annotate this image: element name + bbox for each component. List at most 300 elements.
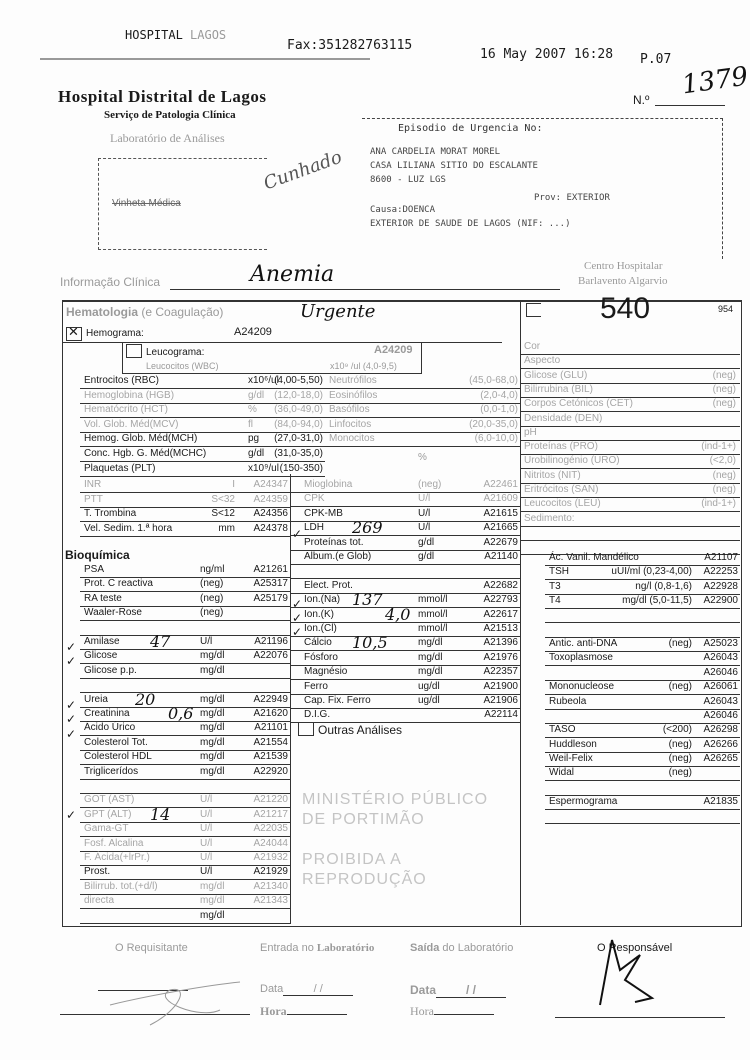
table-row-mononucleose: [545, 680, 740, 695]
patient-line-1: ANA CARDELIA MORAT MOREL: [370, 147, 501, 157]
table-row-gama-gt: [80, 822, 290, 837]
test-code: A21900: [483, 680, 518, 692]
table-row-blank: [80, 621, 290, 636]
test-unit: mm: [218, 522, 235, 534]
fax-noise-line: [40, 58, 370, 60]
table-row-hemoglobina-hgb: [80, 389, 325, 404]
hemograma-checkbox[interactable]: [66, 324, 82, 341]
test-code: A26043: [703, 652, 738, 664]
test-name: Urobilinogénio (URO): [524, 455, 620, 467]
table-row-a-cido-u-rico: [80, 721, 290, 736]
table-row-prost: [80, 865, 290, 880]
table-row-prot-c-reactiva: [80, 577, 290, 592]
table-row-conc-hgb-g-me-d-mchc: [80, 447, 325, 462]
reference-range: (6,0-10,0): [474, 433, 518, 445]
test-unit: mg/dl: [200, 693, 225, 705]
test-code: A21220: [253, 794, 288, 806]
reference-range: (36,0-49,0): [274, 404, 323, 416]
check-mark-icon[interactable]: ✓: [292, 625, 303, 639]
bioquimica-title: Bioquímica: [65, 548, 130, 562]
test-unit: (neg): [668, 767, 692, 779]
test-unit: g/dl: [248, 448, 265, 459]
table-row-blank: [520, 526, 740, 541]
test-unit: mg/dl (5,0-11,5): [622, 595, 692, 607]
test-name: Magnésio: [304, 666, 348, 678]
table-row-f-a-cida-lrpr: [80, 851, 290, 866]
test-code: A25023: [703, 638, 738, 650]
responsavel-signature: [590, 930, 673, 1010]
fax-number: Fax:351282763115: [287, 38, 413, 53]
test-code: A21140: [484, 551, 518, 562]
table-row-protei-nas-pro: [520, 440, 740, 455]
check-mark-icon[interactable]: ✓: [66, 808, 77, 822]
stamp: Cunhado: [260, 146, 345, 195]
test-name: Huddleson: [549, 738, 597, 750]
test-unit: pg: [248, 433, 260, 445]
reference-range: (<2,0): [709, 455, 736, 467]
table-row-entrocitos-rbc: [80, 374, 325, 389]
patient-line-3: 8600 - LUZ LGS: [370, 175, 446, 185]
test-unit: ug/dl: [418, 695, 440, 706]
table-row-blank: [545, 781, 740, 796]
test-name: Proteínas (PRO): [524, 441, 598, 453]
service-name: Serviço de Patologia Clínica: [104, 109, 236, 121]
test-name: Eritrócitos (SAN): [524, 484, 599, 495]
test-code: A22461: [483, 479, 518, 490]
test-name: CPK: [304, 493, 325, 505]
test-name: F. Ácida(+lrPr.): [84, 852, 150, 863]
check-mark-icon[interactable]: ✓: [292, 527, 303, 541]
table-row-hemato-crito-hct: [80, 403, 325, 418]
reference-range: (4,00-5,50): [274, 375, 323, 386]
test-unit: U/l: [418, 522, 431, 534]
test-name: Triglicerídos: [84, 765, 139, 777]
table-row-ion-cl: [290, 622, 520, 637]
test-code: A21196: [254, 636, 288, 647]
episode-label: Episodio de Urgencia No:: [398, 123, 543, 134]
test-code: A21513: [483, 623, 518, 634]
test-unit: (neg): [418, 479, 442, 490]
table-row-densidade-den: [520, 412, 740, 427]
test-name: Glicose p.p.: [84, 664, 137, 676]
test-name: Fósforo: [304, 651, 338, 663]
test-name: pH: [524, 426, 537, 438]
patient-label-box: [362, 118, 723, 259]
test-name: Entrocitos (RBC): [84, 375, 160, 386]
test-code: A24044: [253, 837, 288, 849]
vignette-text: Vinheta Médica: [112, 198, 181, 209]
test-code: A22949: [253, 693, 288, 705]
test-name: Antic. anti-DNA: [549, 638, 618, 650]
test-code: A21932: [253, 852, 288, 863]
test-code: A25179: [253, 592, 288, 604]
table-row-huddleson: [545, 738, 740, 753]
table-row-ra-teste: [80, 592, 290, 607]
test-name: GOT (AST): [84, 794, 135, 806]
test-name: Ác. Vanil. Mandélico: [549, 552, 639, 563]
table-row-blank: [80, 779, 290, 794]
test-unit: g/dl: [418, 536, 435, 548]
reference-range: (27,0-31,0): [274, 433, 323, 445]
test-name: Prot. C reactiva: [84, 578, 153, 590]
number-line: [655, 105, 725, 106]
saida-time-field[interactable]: Hora: [410, 1004, 494, 1019]
test-code: A22357: [483, 666, 518, 678]
requisitante-label: O Requisitante: [115, 942, 188, 954]
test-code: A21340: [253, 880, 288, 892]
table-row-glicose-glu: [520, 369, 740, 384]
test-unit: mg/dl: [200, 765, 225, 777]
reference-range: (neg): [712, 369, 736, 381]
outras-label: Outras Análises: [318, 723, 403, 737]
test-code: A26043: [703, 695, 738, 707]
test-name: Colesterol Tot.: [84, 736, 148, 748]
test-code: A22114: [484, 709, 518, 721]
handwritten-result[interactable]: 10,5: [352, 633, 388, 653]
test-name: Album.(e Glob): [304, 551, 372, 562]
leucograma-box: [122, 343, 422, 374]
urine-checkbox[interactable]: [526, 303, 541, 317]
test-name: Elect. Prot.: [304, 579, 353, 591]
number-label: N.º: [633, 93, 650, 107]
table-row-album-e-glob: [290, 550, 520, 565]
patient-line-2: CASA LILIANA SITIO DO ESCALANTE: [370, 161, 538, 171]
test-name: Amilase: [84, 636, 120, 647]
hematologia-title: Hematologia (e Coagulação): [66, 305, 224, 319]
test-code: A26046: [703, 709, 738, 721]
table-row-leucocitos-leu: [520, 497, 740, 512]
table-row-magne-sio: [290, 665, 520, 680]
reference-range: (2,0-4,0): [480, 389, 518, 401]
table-row-directa: [80, 894, 290, 909]
table-row-linfocitos: [325, 418, 520, 433]
handwritten-result[interactable]: 20: [135, 689, 156, 709]
test-code: A22076: [253, 650, 288, 662]
form-number-suffix: 954: [718, 304, 734, 314]
handwritten-result[interactable]: 269: [352, 518, 383, 538]
test-unit: g/dl: [248, 389, 265, 401]
test-unit: U/l: [200, 808, 213, 820]
test-name: Hematócrito (HCT): [84, 404, 168, 416]
test-name: GPT (ALT): [84, 808, 132, 820]
table-row-weil-felix: [545, 752, 740, 767]
test-name: Plaquetas (PLT): [84, 462, 156, 474]
table-row-glicose-p-p: [80, 664, 290, 679]
table-row-blank: [290, 564, 520, 579]
check-mark-icon[interactable]: ✓: [292, 611, 303, 625]
table-row-blank: [80, 909, 290, 924]
percent-sign: %: [418, 452, 427, 463]
test-name: Ureia: [84, 693, 108, 705]
test-unit: mg/dl: [200, 650, 225, 662]
test-name: Mioglobina: [304, 479, 353, 490]
table-row-t3: [545, 580, 740, 595]
test-unit: (<200): [662, 724, 692, 736]
test-code: A21615: [483, 507, 518, 519]
test-code: A22920: [253, 765, 288, 777]
table-row-bilirrubina-bil: [520, 383, 740, 398]
test-code: A22928: [703, 580, 738, 592]
requisitante-signature: [90, 980, 250, 1030]
table-row-elect-prot: [290, 579, 520, 594]
handwritten-result[interactable]: 47: [150, 632, 171, 651]
test-name: Vol. Glob. Méd(MCV): [84, 418, 179, 430]
test-name: Hemoglobina (HGB): [84, 389, 175, 401]
clinical-info-value[interactable]: Anemia: [250, 262, 335, 287]
table-row-toxoplasmose: [545, 651, 740, 666]
table-row-ph: [520, 426, 740, 441]
test-unit: mg/dl: [200, 909, 225, 921]
saida-date-field[interactable]: Data / /: [410, 983, 506, 998]
test-code: A21906: [483, 695, 518, 706]
hemograma-code: A24209: [234, 326, 272, 338]
test-code: A21554: [253, 736, 288, 748]
test-unit: mg/dl: [418, 637, 443, 649]
table-row-vel-sedim-1-hora: [80, 522, 290, 537]
table-row-inr: [80, 478, 290, 493]
reference-range: (neg): [712, 383, 736, 395]
test-unit: (neg): [668, 738, 692, 750]
test-code: A21929: [253, 866, 288, 878]
table-row-a-c-vanil-mande-lico: [545, 551, 740, 566]
test-name: LDH: [304, 522, 325, 534]
table-row-tsh: [545, 565, 740, 580]
test-name: Cálcio: [304, 637, 332, 649]
test-name: Corpos Cetónicos (CET): [524, 398, 633, 410]
test-name: PSA: [84, 564, 105, 575]
check-mark-icon[interactable]: ✓: [66, 698, 77, 712]
test-code: A26265: [703, 752, 738, 764]
test-name: Proteínas tot.: [304, 536, 364, 548]
test-name: Cap. Fix. Ferro: [304, 695, 371, 706]
check-mark-icon[interactable]: ✓: [66, 654, 77, 668]
table-row-plaquetas-plt: [80, 462, 325, 477]
test-code: A22900: [703, 595, 738, 607]
test-code: A22617: [483, 608, 518, 620]
handwritten-result[interactable]: 137: [352, 590, 383, 610]
test-unit: mmol/l: [418, 623, 448, 634]
table-row-protei-nas-tot: [290, 536, 520, 551]
table-row-hemog-glob-me-d-mch: [80, 432, 325, 447]
test-name: Nitritos (NIT): [524, 469, 581, 481]
test-name: Ácido Úrico: [84, 722, 136, 734]
table-row-vol-glob-me-d-mcv: [80, 418, 325, 433]
table-row-trigliceri-dos: [80, 765, 290, 780]
test-code: A24356: [253, 508, 288, 520]
lab-name: Laboratório de Análises: [110, 131, 225, 145]
test-name: Conc. Hgb. G. Méd(MCHC): [84, 448, 207, 459]
test-unit: (neg): [200, 578, 224, 590]
handwritten-result[interactable]: 4,0: [385, 604, 411, 624]
test-name: Colesterol HDL: [84, 751, 152, 763]
entrada-label: Entrada no Laboratório: [260, 942, 375, 954]
test-name: CPK-MB: [304, 507, 343, 519]
table-row-gpt-alt: [80, 804, 290, 824]
test-code: A21835: [703, 795, 738, 807]
test-code: A21396: [483, 637, 518, 649]
table-row-glicose: [80, 649, 290, 664]
test-name: Densidade (DEN): [524, 412, 603, 424]
table-row-creatinina: [80, 704, 290, 723]
test-code: A21665: [483, 522, 518, 534]
test-code: A21343: [253, 895, 288, 907]
test-unit: fl: [248, 418, 253, 430]
entrada-time-field[interactable]: Hora: [260, 1004, 347, 1019]
test-code: A22679: [483, 536, 518, 548]
form-number: 540: [600, 292, 651, 325]
table-row-blank: [80, 678, 290, 693]
test-name: Glicose: [84, 650, 118, 662]
responsavel-signature-line[interactable]: [555, 1017, 725, 1018]
test-code: A25317: [253, 578, 288, 590]
centro-line-1: Centro Hospitalar: [584, 260, 663, 272]
test-unit: mg/dl: [200, 664, 225, 676]
outras-checkbox[interactable]: [298, 722, 314, 736]
fax-datetime: 16 May 2007 16:28: [480, 47, 614, 62]
test-unit: I: [232, 479, 235, 490]
test-unit: mg/dl: [200, 708, 225, 719]
check-mark-icon[interactable]: ✓: [66, 712, 77, 726]
watermark-line-2: PROIBIDA A REPRODUÇÃO: [302, 851, 427, 888]
test-name: T. Trombina: [84, 508, 137, 520]
test-unit: mg/dl: [200, 751, 225, 763]
test-code: A26046: [703, 666, 738, 678]
table-row-aspecto: [520, 354, 740, 369]
patient-prov: Prov: EXTERIOR: [534, 193, 610, 203]
handwritten-result[interactable]: 14: [150, 804, 171, 824]
test-name: Rubeola: [549, 695, 587, 707]
table-row-blank: [545, 608, 740, 623]
table-row-sedimento: [520, 512, 740, 527]
table-row-monocitos: [325, 432, 520, 447]
check-x-icon: ✕: [68, 324, 79, 339]
reference-range: (20,0-35,0): [469, 418, 518, 430]
urgent-note: Urgente: [300, 301, 376, 322]
table-row-bilirrub-tot-d-l: [80, 880, 290, 895]
test-code: A21101: [254, 722, 288, 734]
entrada-date-field[interactable]: Data / /: [260, 983, 353, 996]
test-unit: (neg): [668, 638, 692, 650]
test-code: A22035: [253, 823, 288, 835]
test-name: Hemog. Glob. Méd(MCH): [84, 433, 198, 445]
test-code: A24347: [253, 479, 288, 490]
test-code: A24378: [253, 522, 288, 534]
test-unit: S<12: [211, 508, 235, 520]
reference-range: (12,0-18,0): [274, 389, 323, 401]
table-row-got-ast: [80, 793, 290, 808]
test-name: Prost.: [84, 866, 111, 878]
test-code: A26266: [703, 738, 738, 750]
test-name: Leucocitos (LEU): [524, 498, 601, 510]
table-row-blank: [545, 809, 740, 824]
reference-range: (neg): [712, 469, 736, 481]
test-name: Widal: [549, 767, 575, 779]
check-mark-icon[interactable]: ✓: [292, 597, 303, 611]
test-name: INR: [84, 479, 102, 490]
table-row-baso-filos: [325, 403, 520, 418]
wbc-label: Leucocitos (WBC): [146, 361, 219, 371]
test-name: Espermograma: [549, 795, 618, 807]
test-code: A22793: [483, 594, 518, 606]
table-row-blank: [545, 666, 740, 681]
table-row-cpk-mb: [290, 507, 520, 522]
test-name: RA teste: [84, 592, 122, 604]
test-code: A26061: [703, 681, 738, 693]
centro-line-2: Barlavento Algarvio: [578, 275, 668, 287]
test-code: A21261: [253, 564, 288, 575]
fax-sender: HOSPITAL LAGOS: [125, 28, 227, 42]
table-row-urobilinoge-nio-uro: [520, 454, 740, 469]
table-row-mioglobina: [290, 478, 520, 493]
patient-cause: Causa:DOENCA: [370, 205, 436, 215]
test-code: A21609: [483, 493, 518, 505]
test-name: Cor: [524, 341, 541, 352]
test-unit: U/l: [200, 852, 213, 863]
test-name: Bilirrub. tot.(+d/l): [84, 880, 158, 892]
check-mark-icon[interactable]: ✓: [66, 640, 77, 654]
test-name: Ion.(Na): [304, 594, 341, 606]
table-row-nitritos-nit: [520, 469, 740, 484]
table-row-t-trombina: [80, 507, 290, 522]
table-row-psa: [80, 563, 290, 578]
hemograma-label: Hemograma:: [86, 328, 144, 339]
table-row-amilase: [80, 632, 290, 651]
test-code: A21620: [253, 708, 288, 719]
handwritten-result[interactable]: 0,6: [168, 704, 194, 723]
test-unit: x10⁶/ul: [248, 375, 279, 386]
table-row-eritro-citos-san: [520, 483, 740, 498]
test-unit: S<32: [211, 493, 235, 505]
table-row-waaler-rose: [80, 606, 290, 621]
table-row-rubeola: [545, 695, 740, 710]
test-unit: mg/dl: [418, 651, 443, 663]
leucograma-label: Leucograma:: [146, 347, 205, 358]
test-name: Mononucleose: [549, 681, 615, 693]
test-name: Waaler-Rose: [84, 607, 142, 619]
test-name: TSH: [549, 566, 569, 578]
reference-range: (neg): [712, 484, 736, 495]
test-name: Bilirrubina (BIL): [524, 383, 593, 395]
test-name: directa: [84, 895, 115, 907]
test-unit: (neg): [668, 752, 692, 764]
test-unit: (neg): [668, 681, 692, 693]
wbc-range: x10⁹ /ul (4,0-9,5): [330, 361, 397, 371]
test-code: A21217: [253, 808, 288, 820]
test-code: A21107: [704, 552, 738, 563]
watermark-line-1: MINISTÉRIO PÚBLICO DE PORTIMÃO: [302, 791, 489, 828]
table-row-fo-sforo: [290, 651, 520, 666]
table-row-eosino-filos: [325, 389, 520, 404]
test-unit: mg/dl: [200, 880, 225, 892]
reference-range: (45,0-68,0): [469, 375, 518, 386]
table-row-ptt: [80, 493, 290, 508]
test-unit: U/l: [200, 866, 213, 878]
test-unit: (neg): [200, 607, 224, 619]
test-unit: ug/dl: [418, 680, 440, 692]
patient-origin: EXTERIOR DE SAUDE DE LAGOS (NIF: ...): [370, 219, 571, 229]
check-mark-icon[interactable]: ✓: [66, 727, 77, 741]
fax-page: P.07: [640, 52, 672, 67]
test-name: Ferro: [304, 680, 328, 692]
saida-label: Saída do Laboratório: [410, 942, 514, 954]
table-row-ca-lcio: [290, 633, 520, 653]
test-unit: U/l: [200, 636, 213, 647]
table-row-colesterol-tot: [80, 736, 290, 751]
table-row-antic-anti-dna: [545, 637, 740, 652]
test-unit: mmol/l: [418, 594, 448, 606]
reference-range: (31,0-35,0): [274, 448, 323, 459]
test-unit: mmol/l: [418, 608, 448, 620]
